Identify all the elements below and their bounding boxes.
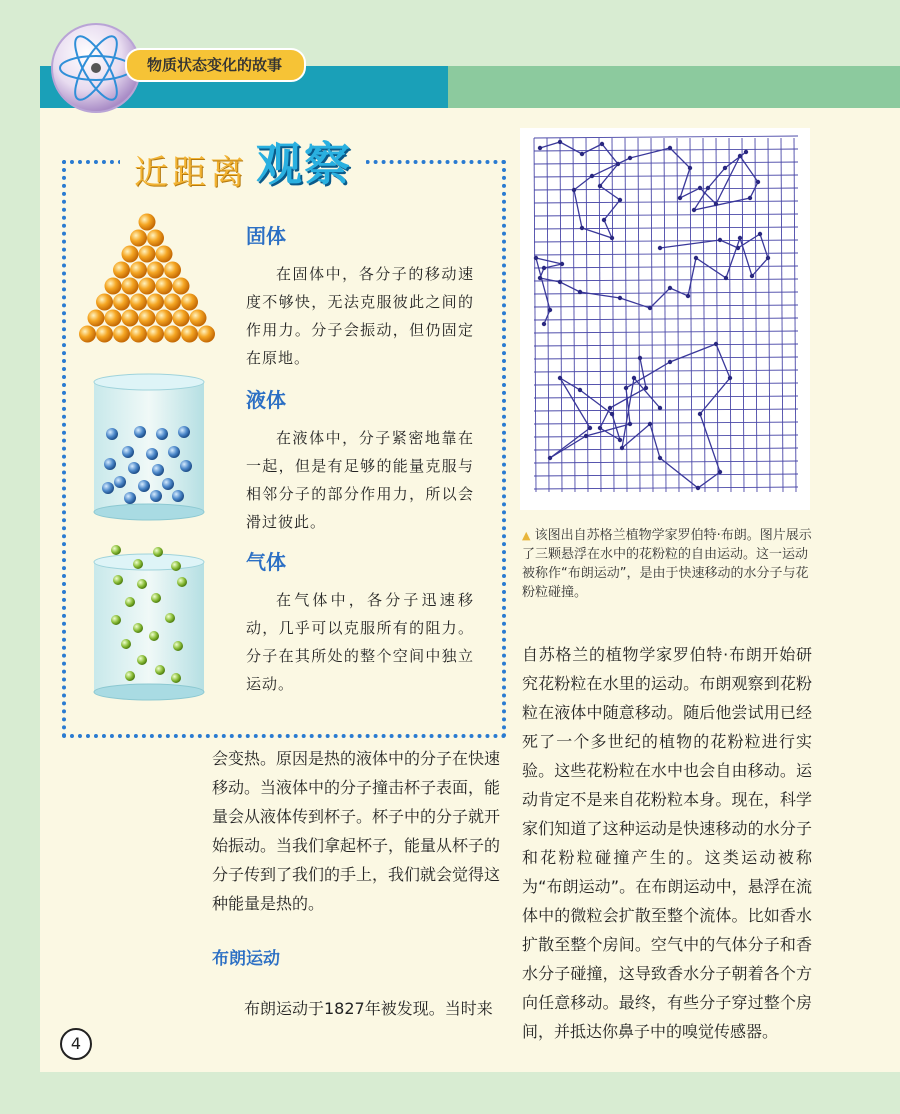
trail-point <box>584 434 588 438</box>
gas-molecule <box>151 593 161 603</box>
solid-molecules-illustration <box>72 210 222 346</box>
grid-line <box>534 136 798 138</box>
observation-box-title <box>120 137 366 194</box>
liquid-molecule <box>156 428 168 440</box>
trail-point <box>678 196 682 200</box>
gas-molecule <box>111 545 121 555</box>
liquid-molecule <box>168 446 180 458</box>
gas-molecule <box>177 577 187 587</box>
trail-point <box>758 232 762 236</box>
trail-point <box>766 256 770 260</box>
grid-line <box>534 344 798 346</box>
trail-point <box>692 208 696 212</box>
trail-point <box>590 174 594 178</box>
liquid-molecule <box>146 448 158 460</box>
liquid-molecule <box>138 480 150 492</box>
gas-molecule <box>155 665 165 675</box>
liquid-heading: 液体 <box>246 388 286 412</box>
trail-point <box>578 388 582 392</box>
trail-point <box>748 196 752 200</box>
liquid-molecule <box>124 492 136 504</box>
gas-heading: 气体 <box>246 550 286 574</box>
solid-molecule <box>139 214 156 231</box>
trail-point <box>628 422 632 426</box>
trail-point <box>638 356 642 360</box>
trail-point <box>580 226 584 230</box>
trail-point <box>714 342 718 346</box>
title-part-a: 近距离 <box>134 153 248 193</box>
trail-point <box>698 412 702 416</box>
grid-line <box>638 138 640 492</box>
trail-point <box>618 198 622 202</box>
gas-molecule <box>137 655 147 665</box>
grid-line <box>781 138 783 492</box>
solid-molecule <box>156 278 173 295</box>
grid-line <box>690 138 692 492</box>
caption-text: 该图出自苏格兰植物学家罗伯特·布朗。图片展示了三颗悬浮在水中的花粉粒的自由运动。这一运动被称作“布朗运动”，是由于快速移动的水分子与花粉粒碰撞。 <box>522 528 812 600</box>
trail-point <box>628 156 632 160</box>
solid-molecule <box>190 310 207 327</box>
solid-molecule <box>164 294 181 311</box>
liquid-molecule <box>178 426 190 438</box>
gas-molecule <box>171 673 181 683</box>
solid-molecule <box>173 278 190 295</box>
solid-molecule <box>113 326 130 343</box>
page-number: 4 <box>60 1028 92 1060</box>
trail-point <box>624 386 628 390</box>
trail-point <box>618 438 622 442</box>
trail-point <box>714 202 718 206</box>
solid-molecule <box>122 278 139 295</box>
grid-line <box>651 138 653 492</box>
gas-molecule <box>133 623 143 633</box>
solid-molecule <box>88 310 105 327</box>
gas-molecule <box>171 561 181 571</box>
grid-line <box>742 138 744 492</box>
trail-point <box>572 188 576 192</box>
gas-molecule <box>165 613 175 623</box>
gas-molecule <box>113 575 123 585</box>
trail-point <box>738 236 742 240</box>
liquid-molecule <box>128 462 140 474</box>
trail-point <box>658 456 662 460</box>
trail-point <box>696 486 700 490</box>
gas-molecule <box>121 639 131 649</box>
trail-point <box>598 426 602 430</box>
grid-line <box>625 138 627 492</box>
solid-molecule <box>139 278 156 295</box>
trail-point <box>620 446 624 450</box>
liquid-molecule <box>106 428 118 440</box>
brownian-heading: 布朗运动 <box>212 949 280 969</box>
gas-cup-illustration <box>90 540 208 702</box>
grid-line <box>534 383 798 385</box>
trail-point <box>558 280 562 284</box>
gas-molecule <box>173 641 183 651</box>
grid-line <box>677 138 679 492</box>
liquid-molecule <box>150 490 162 502</box>
gas-molecule <box>153 547 163 557</box>
gas-molecule <box>149 631 159 641</box>
trail-point <box>578 290 582 294</box>
header-title: 物质状态变化的故事 <box>125 48 306 82</box>
solid-molecule <box>105 278 122 295</box>
liquid-molecule <box>172 490 184 502</box>
trail-point <box>756 180 760 184</box>
solid-molecule <box>198 326 215 343</box>
trail-point <box>688 166 692 170</box>
trail-point <box>728 376 732 380</box>
solid-molecule <box>96 294 113 311</box>
liquid-molecule <box>180 460 192 472</box>
solid-molecule <box>105 310 122 327</box>
liquid-molecule <box>114 476 126 488</box>
gas-molecule <box>111 615 121 625</box>
trail-point <box>658 246 662 250</box>
liquid-molecule <box>104 458 116 470</box>
solid-molecule <box>96 326 113 343</box>
trail-point <box>558 376 562 380</box>
trail-point <box>724 276 728 280</box>
header-band-green <box>448 66 900 108</box>
trail-point <box>668 286 672 290</box>
solid-molecule <box>173 310 190 327</box>
trail-point <box>648 306 652 310</box>
trail-point <box>668 360 672 364</box>
trail-point <box>632 376 636 380</box>
grid-line <box>534 162 798 164</box>
grid-line <box>560 138 562 492</box>
solid-text: 在固体中，各分子的移动速度不够快，无法克服彼此之间的作用力。分子会振动，但仍固定在原地。 <box>246 265 474 367</box>
trail-point <box>738 154 742 158</box>
brownian-intro-text: 布朗运动于1827年被发现。当时来 <box>244 999 493 1018</box>
trail-point <box>706 186 710 190</box>
trail-point <box>534 256 538 260</box>
grid-line <box>768 138 770 492</box>
solid-molecule <box>113 294 130 311</box>
trail-point <box>698 186 702 190</box>
trail-point <box>560 262 564 266</box>
trail-point <box>644 386 648 390</box>
grid-line <box>534 370 798 372</box>
gas-text: 在气体中，各分子迅速移动，几乎可以克服所有的阻力。分子在其所处的整个空间中独立运动。 <box>246 591 474 693</box>
grid-line <box>534 357 798 359</box>
title-part-b: 观察 <box>256 137 352 191</box>
trail-point <box>610 412 614 416</box>
solid-heading: 固体 <box>246 224 286 248</box>
trail-point <box>558 140 562 144</box>
grid-line <box>534 331 798 333</box>
grid-line <box>716 138 718 492</box>
trail-point <box>718 238 722 242</box>
grid-line <box>534 409 798 411</box>
trail-point <box>580 152 584 156</box>
liquid-molecule <box>152 464 164 476</box>
trail-point <box>538 146 542 150</box>
liquid-cup-illustration <box>90 372 208 522</box>
solid-molecule <box>156 246 173 263</box>
right-body-text: 自苏格兰的植物学家罗伯特·布朗开始研究花粉粒在水里的运动。布朗观察到花粉粒在液体中随意移动。随后他尝试用已经死了一个多世纪的植物的花粉粒进行实验。这些花粉粒在水中也会自由移动。运动肯定不是来自花粉粒本身。现在，科学家们知道了这种运动是快速移动的水分子和花粉粒碰撞产生的。这类运动被称为“布朗运动”。在布朗运动中，悬浮在流体中的微粒会扩散至整个流体。比如香水扩散至整个房间。空气中的气体分子和香水分子碰撞，这导致香水分子朝着各个方向任意移动。最终，有些分子穿过整个房间，并抵达你鼻子中的嗅觉传感器。 <box>522 645 812 1041</box>
liquid-text: 在液体中，分子紧密地靠在一起，但是有足够的能量克服与相邻分子的部分作用力，所以会滑过彼此。 <box>246 429 474 531</box>
trail-point <box>658 406 662 410</box>
trail-point <box>608 406 612 410</box>
figure-caption <box>522 526 812 602</box>
solid-molecule <box>122 310 139 327</box>
solid-molecule <box>147 262 164 279</box>
liquid-molecule <box>162 478 174 490</box>
brownian-grid-drawing <box>520 128 810 510</box>
solid-molecule <box>122 246 139 263</box>
trail-point <box>542 322 546 326</box>
trail-point <box>668 146 672 150</box>
trail-point <box>548 456 552 460</box>
trail-point <box>723 166 727 170</box>
trail-point <box>542 266 546 270</box>
trail-point <box>538 276 542 280</box>
gas-molecule <box>125 597 135 607</box>
solid-molecule <box>130 294 147 311</box>
gas-molecule <box>137 579 147 589</box>
grid-line <box>794 138 796 492</box>
trail-point <box>736 246 740 250</box>
solid-molecule <box>147 326 164 343</box>
trail-point <box>750 274 754 278</box>
solid-molecule <box>147 294 164 311</box>
solid-molecule <box>164 326 181 343</box>
liquid-molecule <box>102 482 114 494</box>
trail-point <box>744 150 748 154</box>
gas-molecule <box>125 671 135 681</box>
trail-point <box>588 426 592 430</box>
trail-point <box>548 308 552 312</box>
trail-point <box>600 142 604 146</box>
solid-molecule <box>147 230 164 247</box>
grid-line <box>534 396 798 398</box>
grid-line <box>612 138 614 492</box>
left-body-text: 会变热。原因是热的液体中的分子在快速移动。当液体中的分子撞击杯子表面，能量会从液体传到杯子。杯子中的分子就开始振动。当我们拿起杯子，能量从杯子的分子传到了我们的手上，我们就会觉得这种能量是热的。 <box>212 749 501 913</box>
trail-point <box>610 236 614 240</box>
trail-point <box>618 296 622 300</box>
caption-marker-icon: ▲ <box>522 529 531 542</box>
trail-point <box>616 162 620 166</box>
solid-molecule <box>156 310 173 327</box>
grid-line <box>586 138 588 492</box>
solid-molecule <box>139 310 156 327</box>
solid-molecule <box>181 326 198 343</box>
solid-molecule <box>130 326 147 343</box>
solid-molecule <box>130 262 147 279</box>
solid-molecule <box>164 262 181 279</box>
solid-molecule <box>79 326 96 343</box>
trail-point <box>648 422 652 426</box>
grid-line <box>599 138 601 492</box>
gas-molecule <box>133 559 143 569</box>
solid-molecule <box>130 230 147 247</box>
trail-point <box>686 294 690 298</box>
solid-molecule <box>113 262 130 279</box>
grid-line <box>729 138 731 492</box>
grid-line <box>755 138 757 492</box>
brownian-motion-figure <box>520 128 810 510</box>
trail-point <box>602 218 606 222</box>
grid-line <box>534 138 536 492</box>
solid-molecule <box>139 246 156 263</box>
liquid-molecule <box>134 426 146 438</box>
grid-line <box>664 138 666 492</box>
trail-point <box>718 470 722 474</box>
trail-point <box>694 256 698 260</box>
liquid-molecule <box>122 446 134 458</box>
trail-point <box>598 184 602 188</box>
solid-molecule <box>181 294 198 311</box>
